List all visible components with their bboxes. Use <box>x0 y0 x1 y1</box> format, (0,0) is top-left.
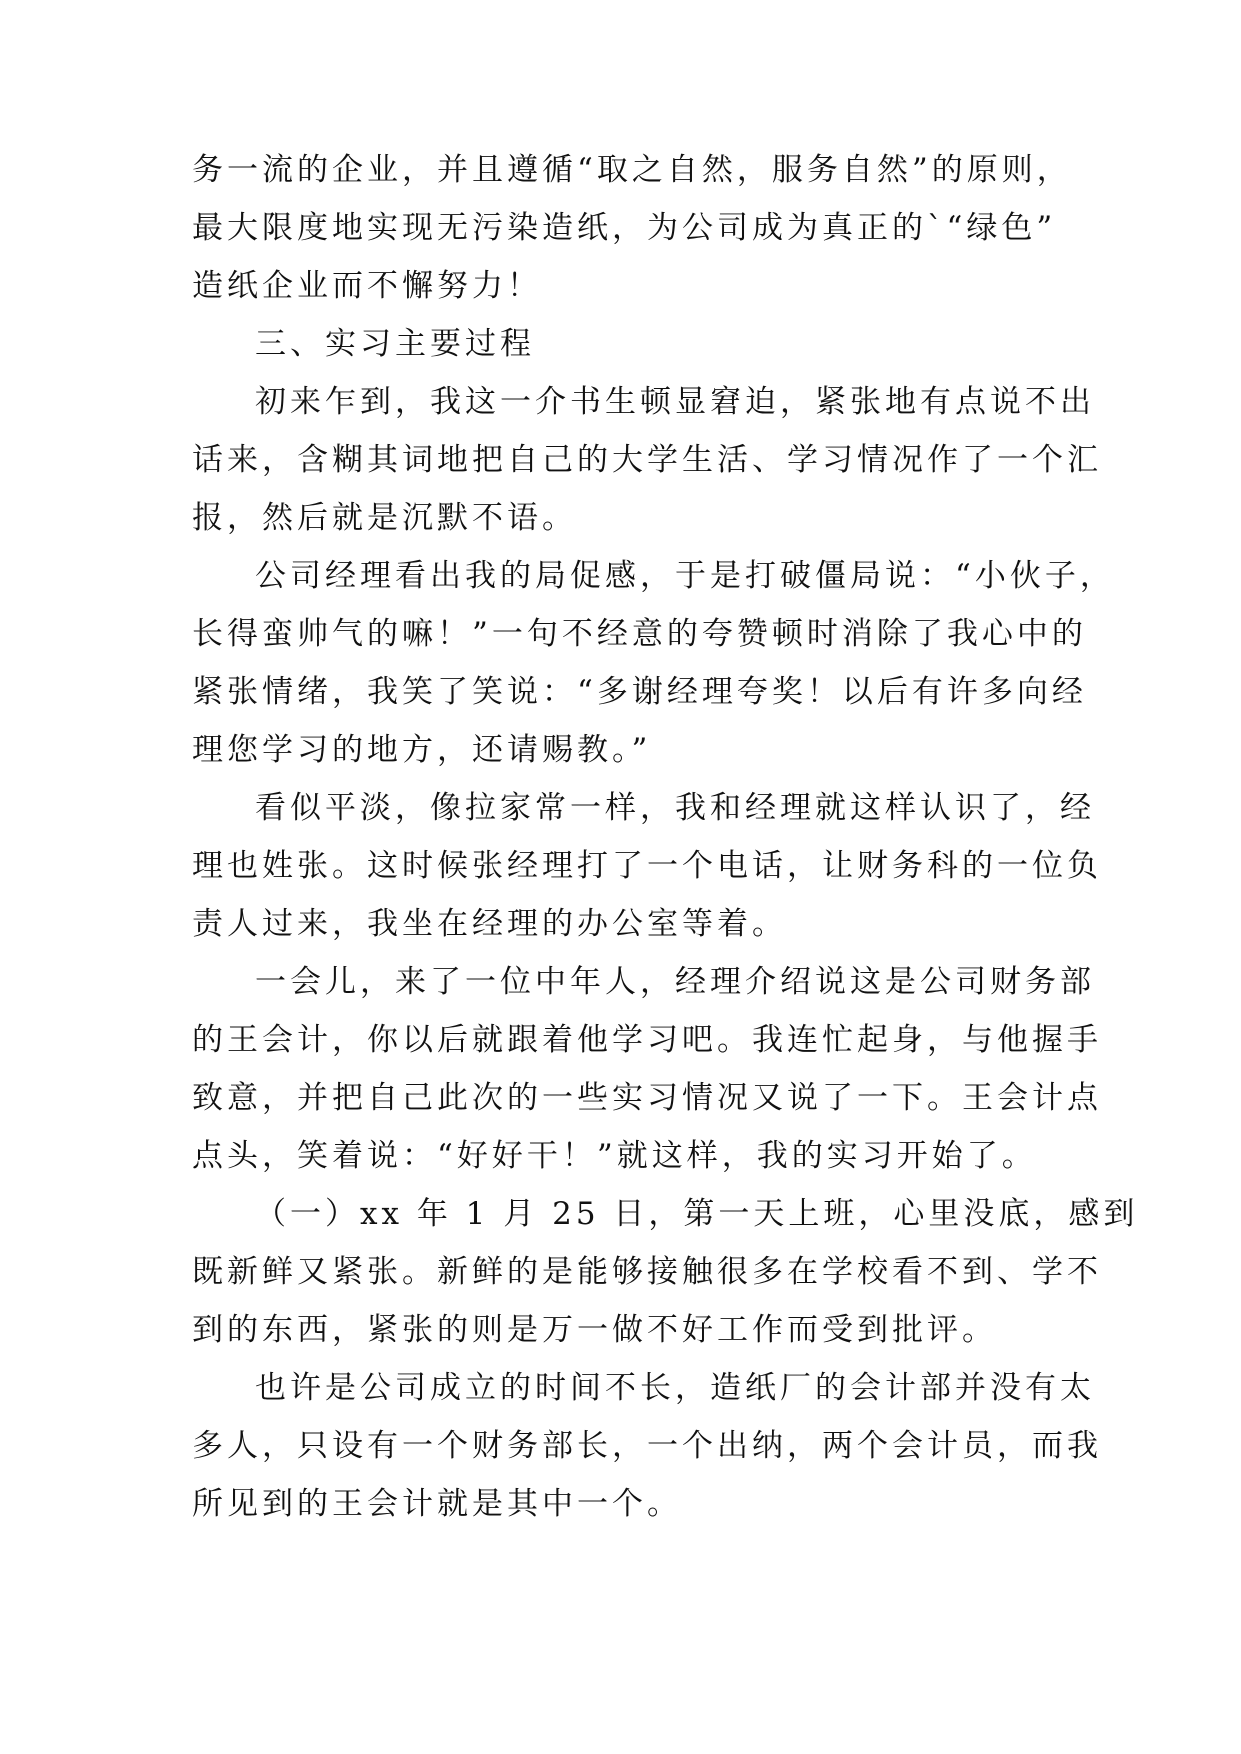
text-line: 公司经理看出我的局促感，于是打破僵局说：“小伙子， <box>255 558 1115 594</box>
text-line: 务一流的企业，并且遵循“取之自然，服务自然”的原则， <box>192 152 1072 188</box>
text-line: 理也姓张。这时候张经理打了一个电话，让财务科的一位负 <box>192 848 1102 884</box>
text-line: 理您学习的地方，还请赐教。” <box>192 732 652 768</box>
text-line: 所见到的王会计就是其中一个。 <box>192 1486 682 1522</box>
text-line: 报，然后就是沉默不语。 <box>192 500 577 536</box>
text-line: 的王会计，你以后就跟着他学习吧。我连忙起身，与他握手 <box>192 1022 1102 1058</box>
text-line: 紧张情绪，我笑了笑说：“多谢经理夸奖！以后有许多向经 <box>192 674 1087 710</box>
text-line: 初来乍到，我这一介书生顿显窘迫，紧张地有点说不出 <box>255 384 1095 420</box>
text-line: 话来，含糊其词地把自己的大学生活、学习情况作了一个汇 <box>192 442 1102 478</box>
text-line: 责人过来，我坐在经理的办公室等着。 <box>192 906 787 942</box>
text-line: 也许是公司成立的时间不长，造纸厂的会计部并没有太 <box>255 1370 1095 1406</box>
text-line: 致意，并把自己此次的一些实习情况又说了一下。王会计点 <box>192 1080 1102 1116</box>
text-line: 点头，笑着说：“好好干！”就这样，我的实习开始了。 <box>192 1138 1037 1174</box>
text-line: 最大限度地实现无污染造纸，为公司成为真正的`“绿色” <box>192 210 1057 246</box>
text-line: 到的东西，紧张的则是万一做不好工作而受到批评。 <box>192 1312 997 1348</box>
text-line: 长得蛮帅气的嘛！”一句不经意的夸赞顿时消除了我心中的 <box>192 616 1087 652</box>
text-line: （一）xx 年 1 月 25 日，第一天上班，心里没底，感到 <box>255 1196 1139 1232</box>
text-line: 看似平淡，像拉家常一样，我和经理就这样认识了，经 <box>255 790 1095 826</box>
text-line: 多人，只设有一个财务部长，一个出纳，两个会计员，而我 <box>192 1428 1102 1464</box>
text-line: 造纸企业而不懈努力！ <box>192 268 542 304</box>
text-line: 既新鲜又紧张。新鲜的是能够接触很多在学校看不到、学不 <box>192 1254 1102 1290</box>
text-line: 一会儿，来了一位中年人，经理介绍说这是公司财务部 <box>255 964 1095 1000</box>
section-heading: 三、实习主要过程 <box>255 326 535 362</box>
